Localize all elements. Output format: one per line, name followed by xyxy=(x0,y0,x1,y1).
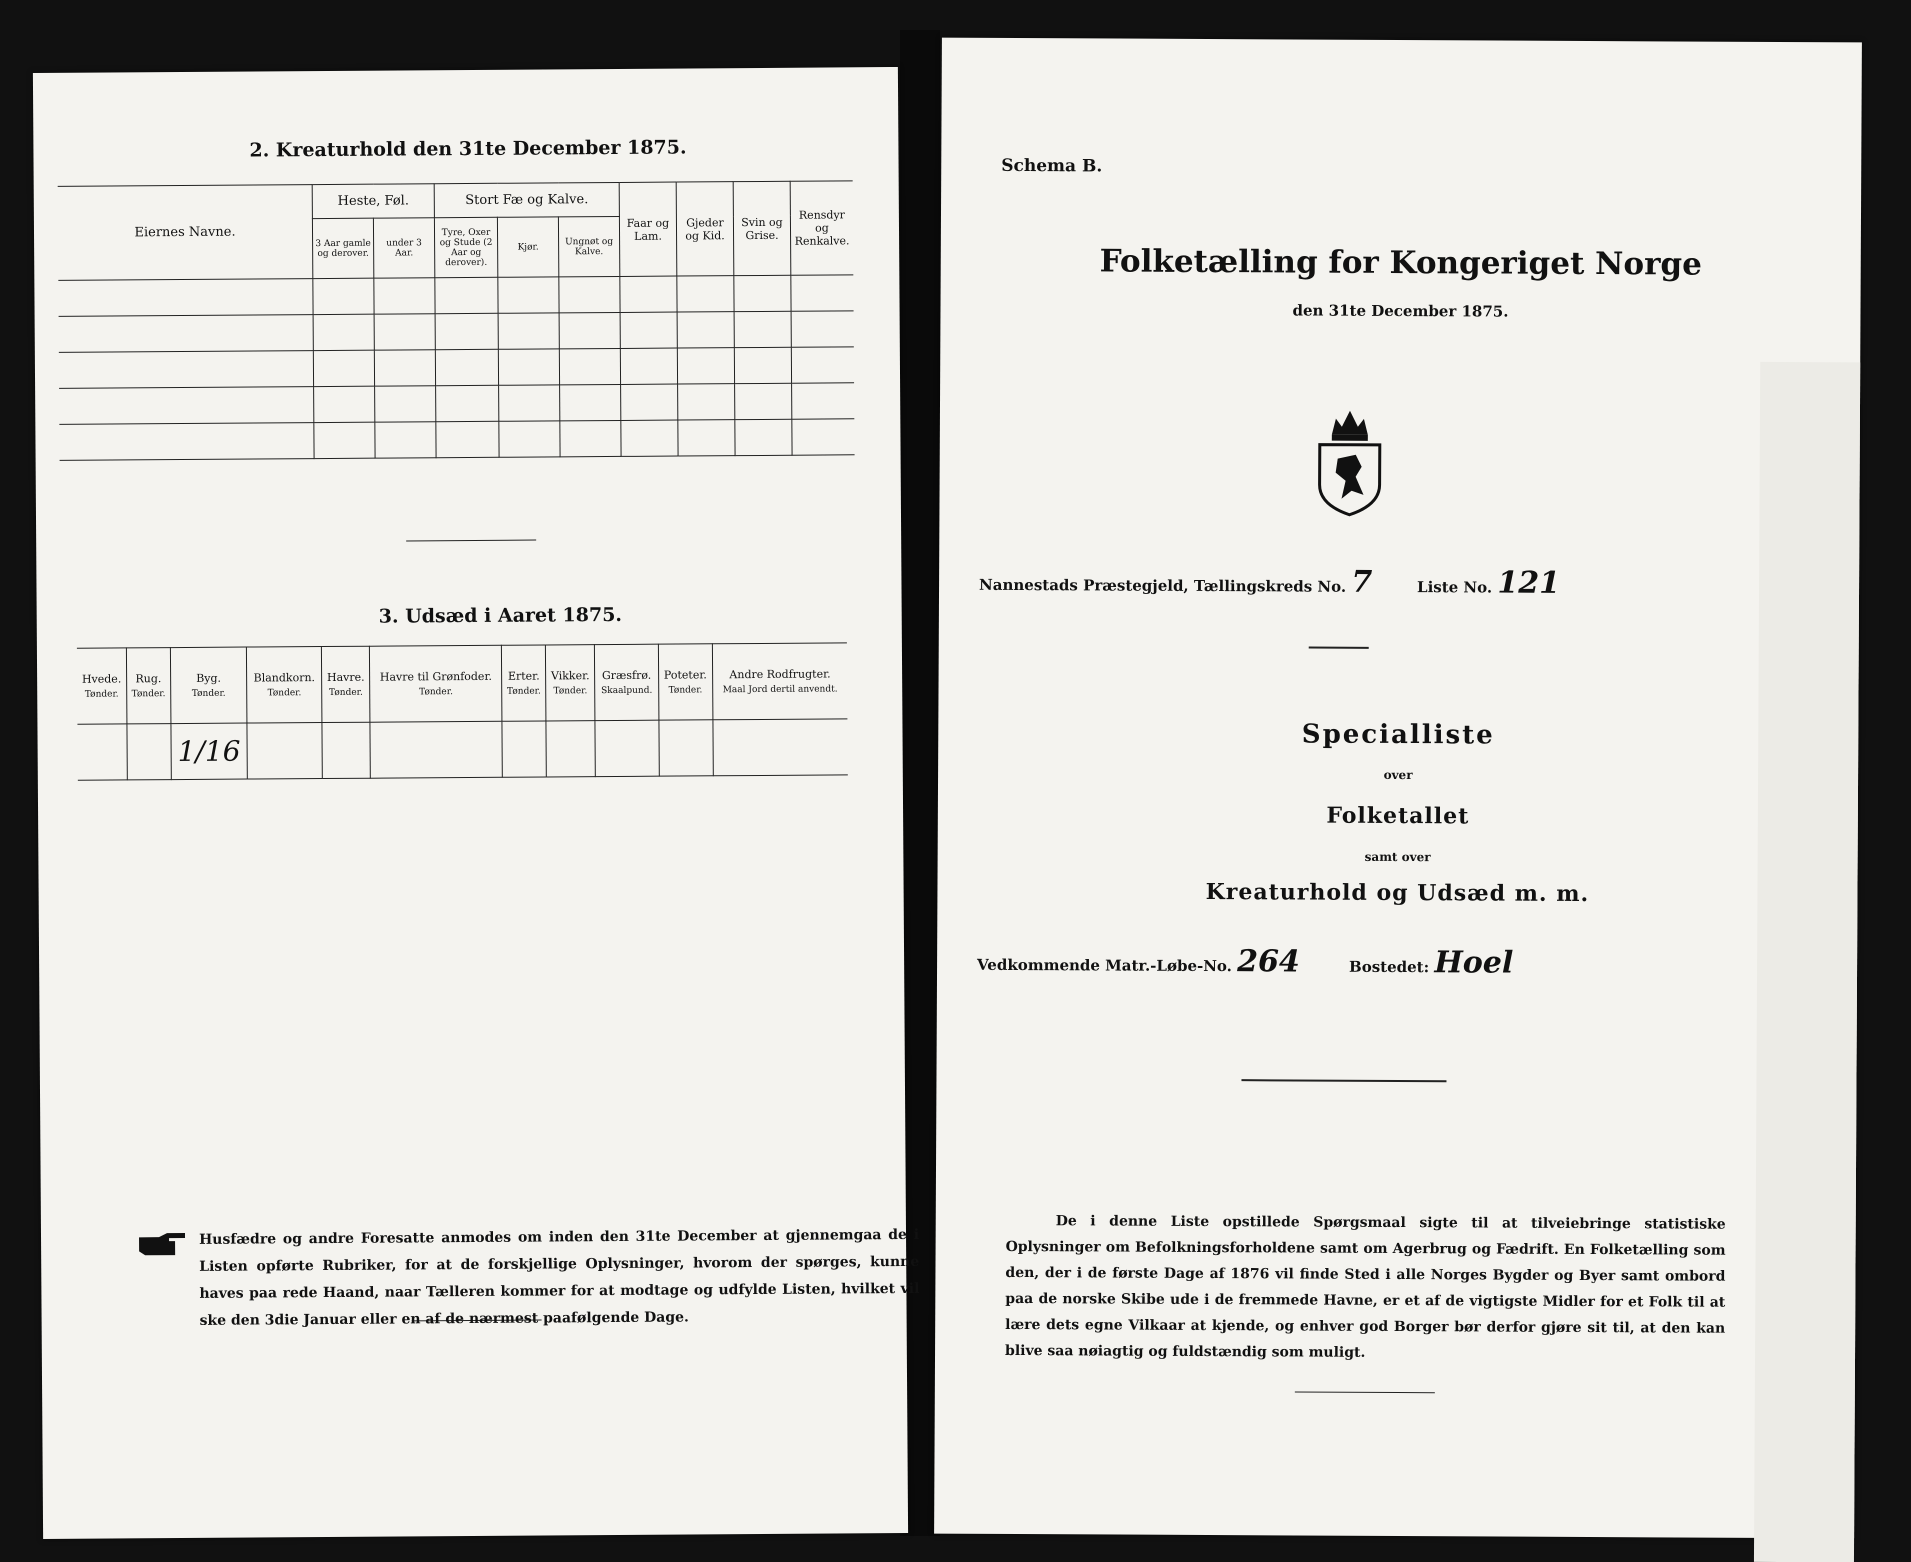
matr-line: Vedkommende Matr.-Løbe-No. 264 xyxy=(977,944,1300,980)
explanation-paragraph: De i denne Liste opstillede Spørgsmaal sigte til at tilveiebringe statistiske Oplysninger om Befolkningsforholdene samt om Agerbrug og Fædrift. En Folketælling som den, der i de første Dage af 1876 vil finde Sted i alle Norges Bygder og Byer samt ombord paa de norske Skibe ude i de fremmede Havne, er et af de vigtigste Midler for et Folk til at lære dets egne Vilkaar at kjende, og enhver god Borger bør derfor gjøre sit til, at den kan blive saa nøiagtig og fuldstændig som muligt. xyxy=(1005,1213,1726,1361)
seed-col-unit: Skaalpund. xyxy=(601,685,653,697)
livestock-seed-title: Kreaturhold og Udsæd m. m. xyxy=(1205,878,1590,908)
horses-young-header: under 3 Aar. xyxy=(373,218,434,278)
seed-col-header xyxy=(712,643,847,720)
seed-col-header xyxy=(545,645,595,721)
table-row xyxy=(59,347,854,389)
seed-value-cell: 1/16 xyxy=(171,723,248,780)
reindeer-col-header: Rensdyr og Renkalve. xyxy=(790,181,853,275)
seed-value-cell xyxy=(127,724,171,780)
place-name: Hoel xyxy=(1434,945,1514,981)
goats-col-header: Gjeder og Kid. xyxy=(676,182,734,276)
parish-line: Nannestads Præstegjeld, Tællingskreds No. 7 xyxy=(979,564,1373,600)
special-list-title: Specialliste xyxy=(1301,719,1495,751)
seed-col-header xyxy=(126,648,170,724)
table-row xyxy=(58,275,853,317)
divider xyxy=(1295,1391,1435,1393)
seed-col-unit: Tønder. xyxy=(507,686,541,697)
seed-col-name: Andre Rodfrugter. xyxy=(729,667,831,682)
table-row xyxy=(59,311,854,353)
owner-col-header: Eiernes Navne. xyxy=(58,185,313,281)
seed-col-name: Rug. xyxy=(135,672,162,686)
matr-number: 264 xyxy=(1237,944,1300,980)
place-line: Bostedet: Hoel xyxy=(1349,945,1514,981)
seed-col-name: Byg. xyxy=(196,671,222,685)
population-title: Folketallet xyxy=(1326,802,1470,830)
divider xyxy=(406,540,536,542)
seed-col-name: Græsfrø. xyxy=(601,668,652,683)
seed-col-header xyxy=(170,647,247,724)
seed-col-unit: Tønder. xyxy=(553,686,588,697)
seed-value-cell xyxy=(595,720,659,776)
seed-col-header xyxy=(370,645,503,722)
seed-value-cell xyxy=(77,724,127,780)
divider xyxy=(1309,647,1369,649)
seed-col-unit: Tønder. xyxy=(84,689,119,700)
pointing-hand-icon xyxy=(137,1229,187,1259)
livestock-table xyxy=(58,180,855,461)
over-text: over xyxy=(1383,767,1413,783)
seed-value-cell xyxy=(546,721,596,777)
seed-table xyxy=(77,642,848,780)
district-number: 7 xyxy=(1351,564,1373,600)
seed-col-unit: Tønder. xyxy=(329,687,363,698)
right-page xyxy=(934,38,1862,1539)
seed-value-cell xyxy=(713,719,848,776)
seed-value-cell xyxy=(322,722,370,778)
list-line: Liste No. 121 xyxy=(1417,565,1561,601)
seed-col-unit: Tønder. xyxy=(191,688,226,699)
seed-col-header xyxy=(322,646,371,722)
left-page xyxy=(33,67,920,1539)
seed-col-name: Havre. xyxy=(326,670,365,684)
pigs-col-header: Svin og Grise. xyxy=(733,181,791,275)
table-row xyxy=(59,383,854,425)
seed-heading: 3. Udsæd i Aaret 1875. xyxy=(378,603,623,628)
cows-header: Kjør. xyxy=(497,217,558,277)
seed-value-cell xyxy=(659,720,714,776)
seed-col-header xyxy=(658,644,713,720)
coat-of-arms-icon xyxy=(1311,405,1388,517)
seed-col-unit: Tønder. xyxy=(267,688,302,699)
seed-col-header xyxy=(502,645,546,721)
schema-label: Schema B. xyxy=(1001,155,1103,177)
bulls-header: Tyre, Oxer og Stude (2 Aar og derover). xyxy=(434,217,497,277)
seed-col-unit: Tønder. xyxy=(419,687,453,698)
seed-col-name: Havre til Grønfoder. xyxy=(379,669,493,684)
census-date: den 31te December 1875. xyxy=(1292,301,1509,321)
seed-col-unit: Tønder. xyxy=(131,689,166,700)
seed-col-header xyxy=(247,647,322,724)
livestock-heading: 2. Kreaturhold den 31te December 1875. xyxy=(249,136,687,162)
divider xyxy=(1241,1079,1446,1082)
seed-col-name: Poteter. xyxy=(663,668,707,682)
table-row xyxy=(59,419,854,461)
seed-value-cell xyxy=(370,721,502,778)
sheep-col-header: Faar og Lam. xyxy=(619,182,677,276)
seed-col-name: Vikker. xyxy=(550,669,590,683)
over-text-2: samt over xyxy=(1364,849,1431,865)
page-edge xyxy=(1754,362,1860,1562)
seed-value-cell xyxy=(247,723,322,780)
seed-col-unit: Tønder. xyxy=(668,685,703,696)
page-title: Folketælling for Kongeriget Norge xyxy=(1099,243,1702,283)
seed-col-name: Erter. xyxy=(507,669,540,683)
horses-group-header: Heste, Føl. xyxy=(312,184,434,219)
calves-header: Ungnøt og Kalve. xyxy=(558,216,619,276)
horses-old-header: 3 Aar gamle og derover. xyxy=(312,218,373,278)
list-number: 121 xyxy=(1497,565,1561,601)
seed-col-unit: Maal Jord dertil anvendt. xyxy=(722,684,838,696)
seed-col-header xyxy=(77,648,127,724)
cattle-group-header: Stort Fæ og Kalve. xyxy=(434,182,619,217)
notice-text: Husfædre og andre Foresatte anmodes om inden den 31te December at gjennemgaa de i Listen opførte Rubriker, for at de forskjellige Oplysninger, hvorom der spørges, kunne haves paa rede Haand, naar Tælleren kommer for at modtage og udfylde Listen, hvilket vil ske den 3die Januar eller en af de nærmest paafølgende Dage. xyxy=(198,1226,920,1329)
seed-col-header xyxy=(595,644,659,720)
seed-value-cell xyxy=(502,721,546,777)
seed-col-name: Hvede. xyxy=(81,672,122,686)
seed-col-name: Blandkorn. xyxy=(253,671,316,685)
